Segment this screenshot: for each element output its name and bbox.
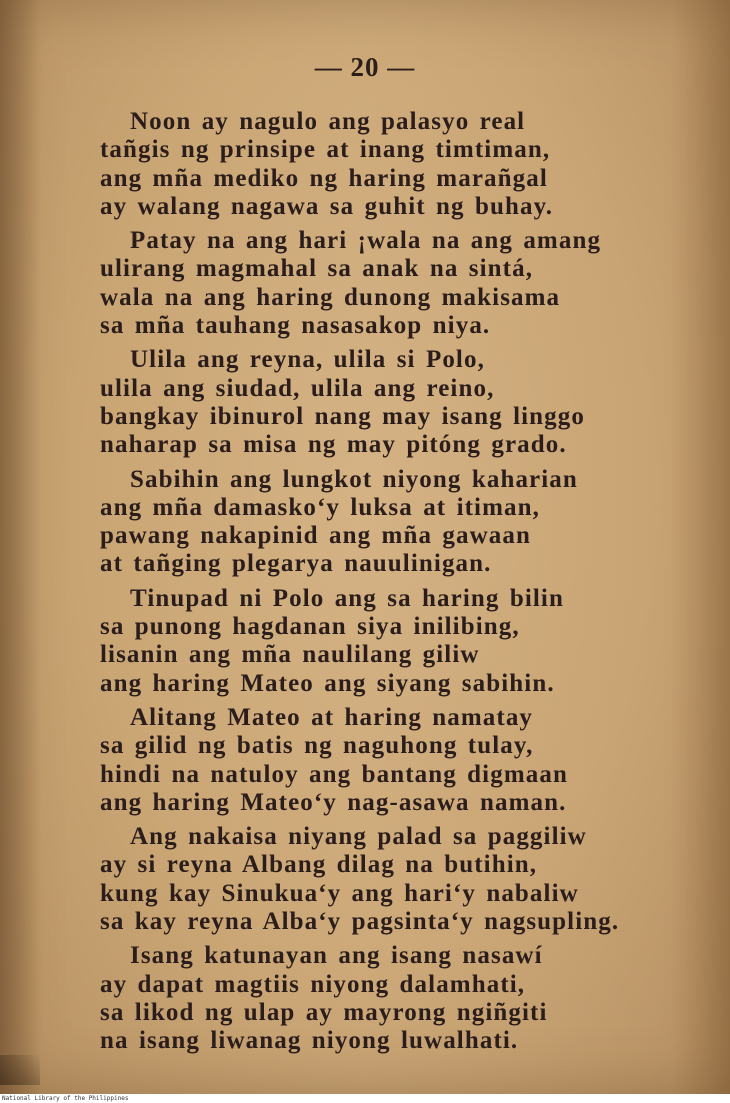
poem-line: Sabihin ang lungkot niyong kaharian xyxy=(130,465,578,493)
poem-line: ay si reyna Albang dilag na butihin, xyxy=(100,851,538,879)
poem-line: ay walang nagawa sa guhit ng buhay. xyxy=(100,192,554,220)
poem-line: at tañging plegarya nauulinigan. xyxy=(100,550,492,578)
stanza xyxy=(100,585,700,698)
poem-line: ay dapat magtiis niyong dalamhati, xyxy=(100,970,526,998)
poem-line: ang mña mediko ng haring marañgal xyxy=(100,164,548,192)
poem-line: sa kay reyna Alba‘y pagsinta‘y nagsupling. xyxy=(100,908,620,936)
stanza xyxy=(100,227,700,340)
stanza xyxy=(100,823,700,936)
poem-line: Alitang Mateo at haring namatay xyxy=(130,703,534,731)
poem-line: Isang katunayan ang isang nasawí xyxy=(130,942,543,970)
poem-line: sa mña tauhang nasasakop niya. xyxy=(100,312,491,340)
poem-line: Ulila ang reyna, ulila si Polo, xyxy=(130,346,485,374)
page-corner-shadow xyxy=(0,1055,40,1085)
poem-line: tañgis ng prinsipe at inang timtiman, xyxy=(100,136,551,164)
poem-line: ang mña damasko‘y luksa at itiman, xyxy=(100,493,540,521)
poem-line: bangkay ibinurol nang may isang linggo xyxy=(100,402,585,430)
poem-line: Tinupad ni Polo ang sa haring bilin xyxy=(130,584,564,612)
poem-line: lisanin ang mña naulilang giliw xyxy=(100,641,480,669)
stanza xyxy=(100,108,700,221)
poem-line: na isang liwanag niyong luwalhati. xyxy=(100,1027,519,1055)
poem-line: Patay na ang hari ¡wala na ang amang xyxy=(130,227,602,255)
stanza xyxy=(100,346,700,459)
poem-body xyxy=(100,108,700,1062)
poem-line: hindi na natuloy ang bantang digmaan xyxy=(100,760,568,788)
poem-line: sa gilid ng batis ng naguhong tulay, xyxy=(100,732,534,760)
poem-line: Noon ay nagulo ang palasyo real xyxy=(130,108,526,135)
poem-line: ang haring Mateo ang siyang sabihin. xyxy=(100,669,555,697)
poem-line: ulirang magmahal sa anak na sintá, xyxy=(100,255,534,283)
poem-line: ulila ang siudad, ulila ang reino, xyxy=(100,374,495,402)
poem-line: wala na ang haring dunong makisama xyxy=(100,283,561,311)
library-credit: National Library of the Philippines xyxy=(2,1095,129,1102)
poem-line: sa punong hagdanan siya inilibing, xyxy=(100,613,520,641)
poem-line: ang haring Mateo‘y nag-asawa naman. xyxy=(100,788,567,816)
page-number: — 20 — xyxy=(314,52,416,82)
poem-line: sa likod ng ulap ay mayrong ngiñgiti xyxy=(100,998,548,1026)
stanza xyxy=(100,466,700,579)
stanza xyxy=(100,704,700,817)
poem-line: kung kay Sinukua‘y ang hari‘y nabaliw xyxy=(100,879,579,907)
stanza xyxy=(100,942,700,1055)
poem-line: Ang nakaisa niyang palad sa paggiliw xyxy=(130,823,587,851)
page-shadow xyxy=(0,0,40,1094)
poem-line: pawang nakapinid ang mña gawaan xyxy=(100,522,531,550)
footer-bar xyxy=(0,1094,730,1103)
poem-line: naharap sa misa ng may pitóng grado. xyxy=(100,431,567,459)
